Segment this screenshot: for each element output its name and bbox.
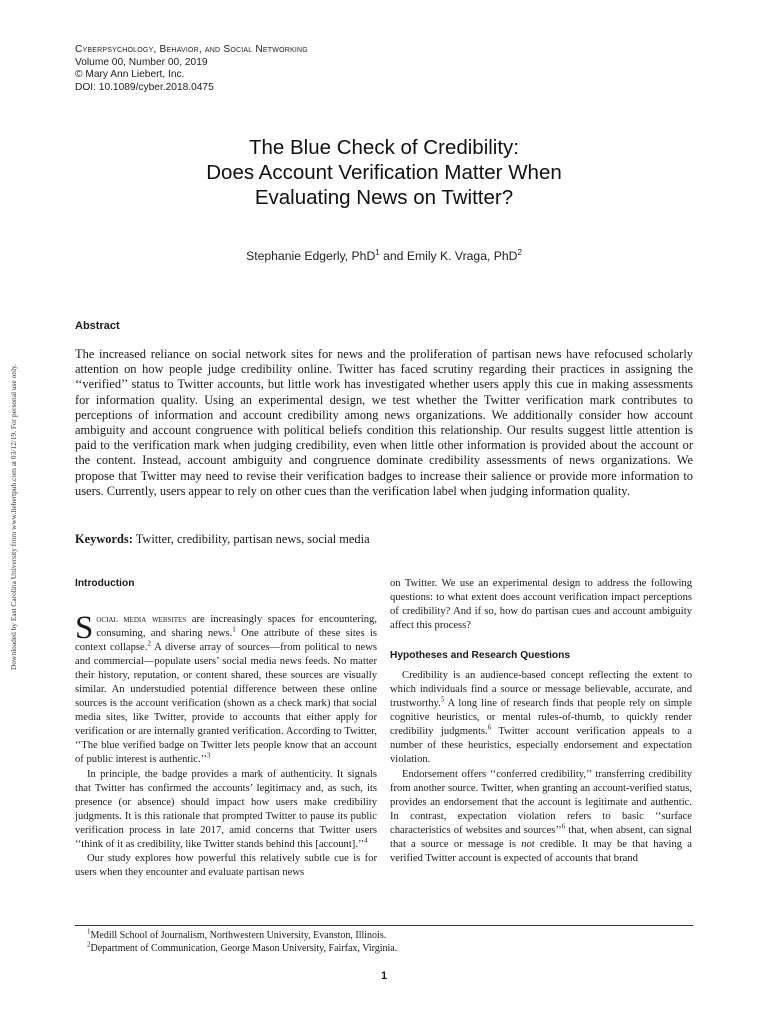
abstract-heading: Abstract [75,320,120,332]
hypotheses-paragraph-1 [390,669,692,767]
intro-paragraph-1 [75,610,377,768]
hyp-text-2c: credible. It may be that having a verified Twitter account is expected of accounts that brand [390,838,692,864]
author-line [0,249,768,263]
author-conjunction: and [379,249,407,263]
abstract-text: The increased reliance on social network sites for news and the proliferation of partisan news have refocused scholarly attention on how people judge credibility online. Twitter has faced scrutiny regarding their practices in assigning the ‘‘verified’’ status to Twitter accounts, but little work has investigated whether users apply this cue in making assessments for information quality. Using an experimental design, we test whether the Twitter verification mark contributes to perceptions of information and account credibility among news organizations. We additionally consider how account ambiguity and account congruence with political beliefs condition this relationship. Our results suggest little attention is paid to the verification mark when judging credibility, even when little other information is provided about the account or the content. Instead, account ambiguity and congruence dominate credibility assessments of news organizations. We propose that Twitter may need to revise their verification badges to increase their salience or provide more information to users. Currently, users appear to rely on other cues than the verification label when judging information quality. [75,347,693,498]
intro-smallcaps: ocial media websites [96,614,187,625]
page-number: 1 [380,970,388,982]
intro-text-1a: are increasingly spaces for encountering, consuming, and sharing news. [96,614,377,640]
footnote-2 [75,940,693,956]
keywords-label: Keywords: [75,532,133,546]
hyp-text-1c: Twitter account verification appeals to a number of these heuristics, especially endorsement and expectation violation. [390,726,692,766]
ref-2: 2 [147,639,151,648]
author-2-affiliation: 2 [517,247,522,257]
ref-6: 6 [487,723,492,732]
intro-text-1b: One attribute of these sites is context collapse. [75,628,377,654]
hypotheses-paragraph-2 [390,768,692,866]
intro-text-2: In principle, the badge provides a mark of authenticity. It signals that Twitter has confirmed the accounts’ legitimacy and, as such, its presence (or absence) should impact how users make credibility judgments. It is this rationale that prompted Twitter to pause its public verification process in late 2017, amid concerns that Twitter users ‘‘think of it as credibility, like Twitter stands behind this [account].’’ [75,768,377,850]
journal-name: Cyberpsychology, Behavior, and Social Networking [75,44,308,55]
footnote-1 [75,927,693,943]
footnote-2-mark: 2 [87,940,91,949]
footnote-1-mark: 1 [87,927,91,936]
download-notice-text: Downloaded by East Carolina University from www.liebertpub.com at 03/12/19. For personal use only. [9,363,18,670]
footnote-2-text: Department of Communication, George Mason University, Fairfax, Virginia. [90,942,398,954]
ref-4: 4 [364,836,368,845]
author-2: Emily K. Vraga, PhD [406,249,518,263]
title-line-3: Evaluating News on Twitter? [254,186,514,209]
author-1: Stephanie Edgerly, PhD [246,249,376,263]
drop-cap: S [75,610,94,646]
journal-copyright: © Mary Ann Liebert, Inc. [75,69,185,81]
affiliation-footnotes [75,925,693,955]
title-line-1: The Blue Check of Credibility: [248,136,520,159]
intro-paragraph-3-cont: on Twitter. We use an experimental design to address the following questions: to what extent does account verification impact perceptions of credibility? And if so, how do partisan cues and account ambiguity affect this process? [390,578,692,632]
download-notice [9,330,23,670]
hyp-text-1b: A long line of research finds that people rely on simple cognitive heuristics, or mental rules-of-thumb, to quickly render credibility judgments. [390,698,692,738]
title-line-2: Does Account Verification Matter When [206,161,562,184]
journal-volume: Volume 00, Number 00, 2019 [75,56,208,68]
ref-3: 3 [206,751,211,760]
hypotheses-heading: Hypotheses and Research Questions [390,650,571,662]
paper-title [0,135,768,210]
intro-text-1c: A diverse array of sources—from political to news and commercial—populate users’ social media news feeds. No matter their history, reputation, or content shared, these sources are visually similar. An understudied potential difference between these online sources is the account verification (shown as a check mark) that social media sites, like Twitter, provide to accounts that either apply for verification or are internally granted verification. According to Twitter, ‘‘The blue verified badge on Twitter lets people know that an account of public interest is authentic.’’ [75,642,377,766]
author-1-affiliation: 1 [375,247,380,257]
left-column [75,577,377,880]
hyp-emphasis: not [521,838,535,850]
footnote-1-text: Medill School of Journalism, Northwestern University, Evanston, Illinois. [90,930,387,941]
keywords [75,532,693,547]
ref-6b: 6 [561,822,566,831]
journal-header [75,44,308,94]
intro-paragraph-3: Our study explores how powerful this relatively subtle cue is for users when they encounter and evaluate partisan news [75,852,377,878]
hyp-text-2b: that, when absent, can signal that a source or message is [390,824,692,850]
journal-doi: DOI: 10.1089/cyber.2018.0475 [75,81,214,93]
hyp-text-2a: Endorsement offers ‘‘conferred credibility,’’ transferring credibility from another source. Twitter, when granting an account-verified status, provides an endorsement that the account is legitimate and authentic. In contrast, expectation violation refers to basic ‘‘surface characteristics of websites and sources’’ [390,768,692,836]
ref-5: 5 [440,695,445,704]
introduction-heading: Introduction [75,578,135,589]
right-column [390,577,692,866]
intro-paragraph-2 [75,768,377,852]
hyp-text-1a: Credibility is an audience-based concept reflecting the extent to which individuals find a source or message believable, accurate, and trustworthy. [390,670,692,710]
ref-1: 1 [232,625,236,634]
keywords-list: Twitter, credibility, partisan news, social media [132,532,370,546]
